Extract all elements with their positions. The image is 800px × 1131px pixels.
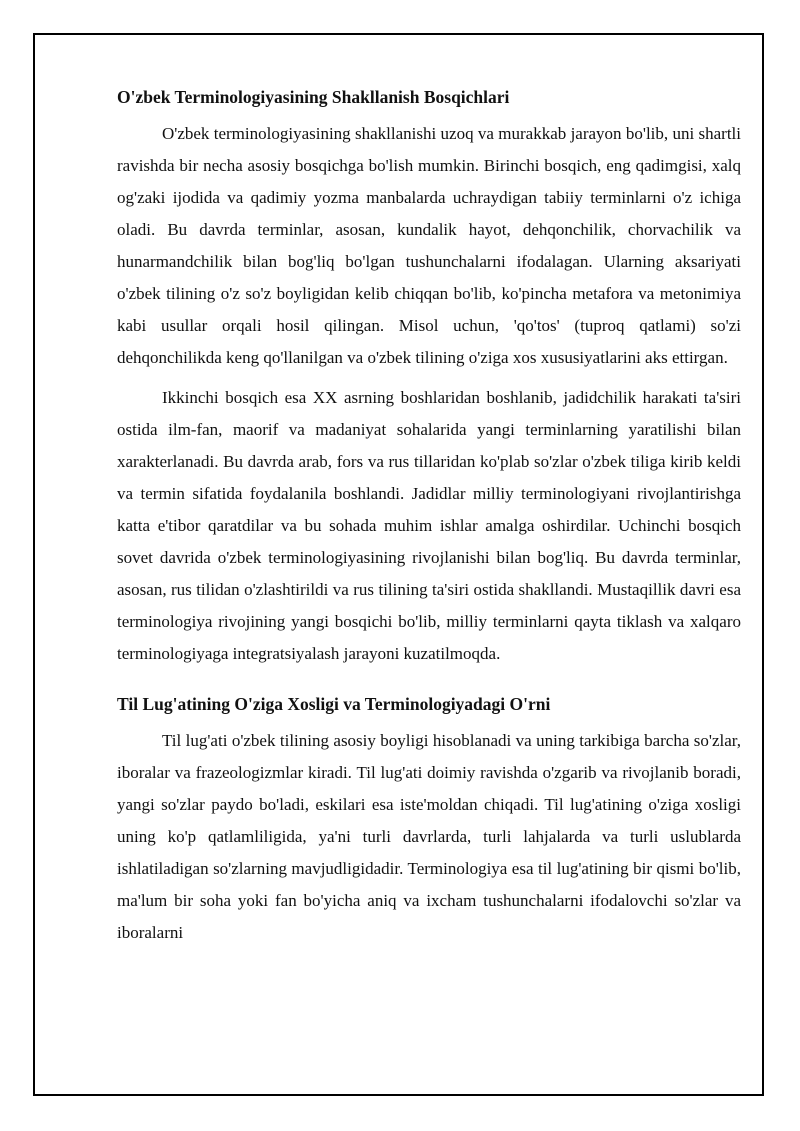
document-body: [117, 83, 741, 949]
section-heading: Til Lug'atining O'ziga Xosligi va Terminologiyadagi O'rni: [117, 694, 551, 714]
paragraph: Til lug'ati o'zbek tilining asosiy boyligi hisoblanadi va uning tarkibiga barcha so'zlar, iboralar va frazeologizmlar kiradi. Til lug'ati doimiy ravishda o'zgarib va rivojlanib boradi, yangi so'zlar paydo bo'ladi, eskilari esa iste'moldan chiqadi. Til lug'atining o'ziga xosligi uning ko'p qatlamliligida, ya'ni turli davrlarda, turli lahjalarda va turli uslublarda ishlatiladigan so'zlarning mavjudligidadir. Terminologiya esa til lug'atining bir qismi bo'lib, ma'lum bir soha yoki fan bo'yicha aniq va ixcham tushunchalarni ifodalovchi so'zlar va iboralarni: [117, 731, 741, 942]
paragraph: Ikkinchi bosqich esa XX asrning boshlaridan boshlanib, jadidchilik harakati ta'siri ostida ilm-fan, maorif va madaniyat sohalarida yangi terminlarning yaratilishi bilan xarakterlanadi. Bu davrda arab, fors va rus tillaridan ko'plab so'zlar o'zbek tiliga kirib keldi va termin sifatida foydalanila boshlandi. Jadidlar milliy terminologiyani rivojlantirishga katta e'tibor qaratdilar va bu sohada muhim ishlar amalga oshirdilar. Uchinchi bosqich sovet davrida o'zbek terminologiyasining rivojlanishi bilan bog'liq. Bu davrda terminlar, asosan, rus tilidan o'zlashtirildi va rus tilining ta'siri ostida shakllandi. Mustaqillik davri esa terminologiya rivojining yangi bosqichi bo'lib, milliy terminlarni qayta tiklash va xalqaro terminologiyaga integratsiyalash jarayoni kuzatilmoqda.: [117, 388, 741, 663]
section-heading: O'zbek Terminologiyasining Shakllanish Bosqichlari: [117, 87, 510, 107]
paragraph: O'zbek terminologiyasining shakllanishi uzoq va murakkab jarayon bo'lib, uni shartli ravishda bir necha asosiy bosqichga bo'lish mumkin. Birinchi bosqich, eng qadimgisi, xalq og'zaki ijodida va qadimiy yozma manbalarda uchraydigan tabiiy terminlarni o'z ichiga oladi. Bu davrda terminlar, asosan, kundalik hayot, dehqonchilik, chorvachilik va hunarmandchilik bilan bog'liq bo'lgan tushunchalarni ifodalagan. Ularning aksariyati o'zbek tilining o'z so'z boyligidan kelib chiqqan bo'lib, ko'pincha metafora va metonimiya kabi usullar orqali hosil qilingan. Misol uchun, 'qo'tos' (tuproq qatlami) so'zi dehqonchilikda keng qo'llanilgan va o'zbek tilining o'ziga xos xususiyatlarini aks ettirgan.: [117, 124, 741, 367]
